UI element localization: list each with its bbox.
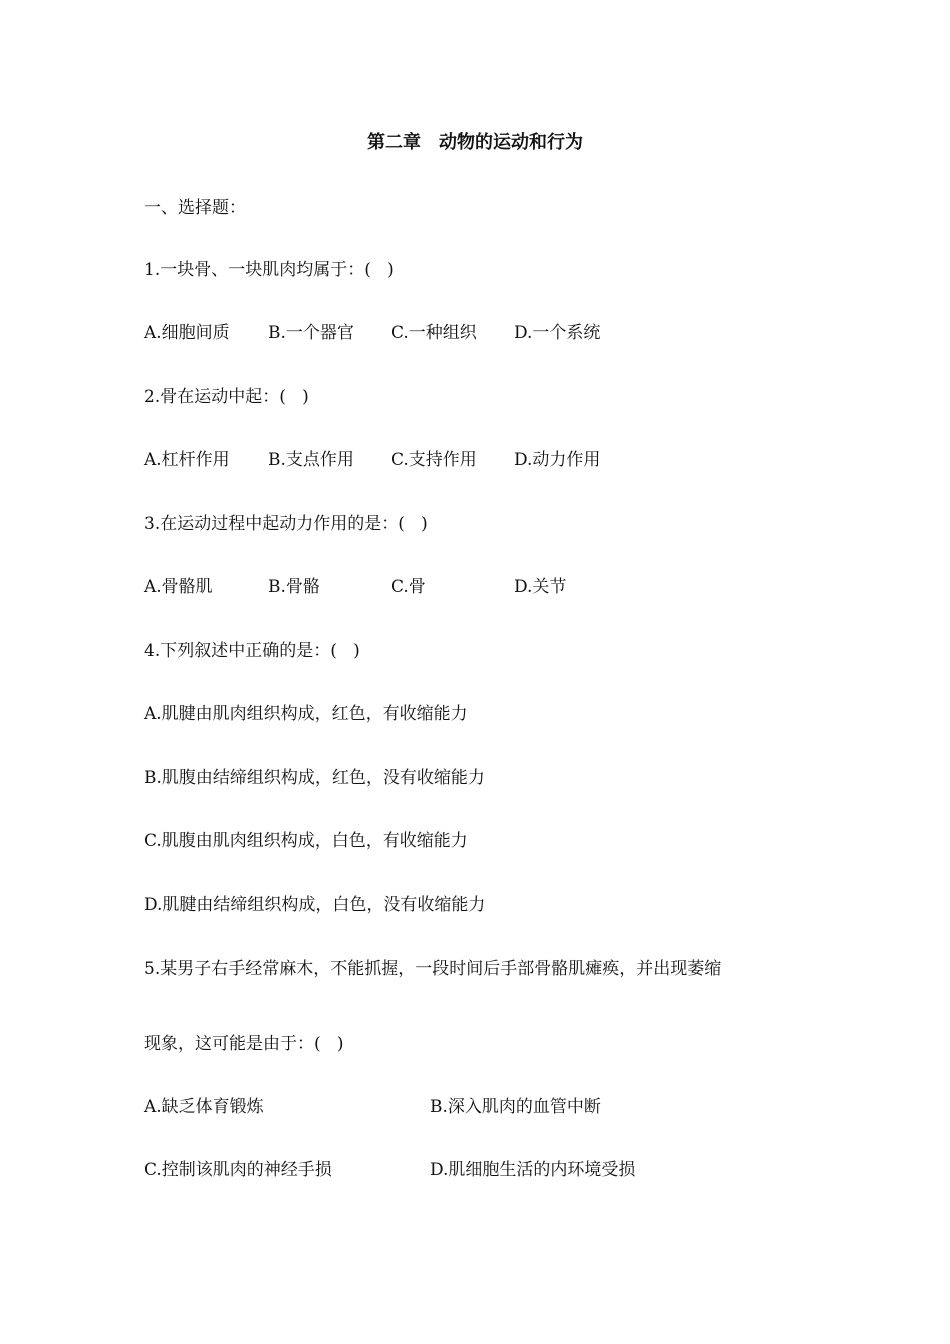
question-5-stem-line-2: 现象，这可能是由于：( ) — [144, 1034, 344, 1054]
question-4-option-c: C.肌腹由肌肉组织构成，白色，有收缩能力 — [144, 831, 468, 851]
question-3-option-d: D.关节 — [514, 577, 567, 597]
question-5-option-b: B.深入肌肉的血管中断 — [430, 1097, 601, 1117]
question-2-option-c: C.支持作用 — [391, 450, 477, 470]
question-4-stem: 4.下列叙述中正确的是：( ) — [144, 641, 360, 661]
question-4-option-a: A.肌腱由肌肉组织构成，红色，有收缩能力 — [144, 704, 468, 724]
question-2-stem: 2.骨在运动中起：( ) — [144, 387, 309, 407]
question-4-option-b: B.肌腹由结缔组织构成，红色，没有收缩能力 — [144, 768, 485, 788]
question-1-stem: 1.一块骨、一块肌肉均属于：( ) — [144, 260, 394, 280]
question-3-option-a: A.骨骼肌 — [144, 577, 213, 597]
question-5-option-a: A.缺乏体育锻炼 — [144, 1097, 264, 1117]
question-2-option-d: D.动力作用 — [514, 450, 601, 470]
question-3-stem: 3.在运动过程中起动力作用的是：( ) — [144, 514, 428, 534]
question-2-option-a: A.杠杆作用 — [144, 450, 230, 470]
question-1-option-b: B.一个器官 — [268, 323, 354, 343]
question-1-option-c: C.一种组织 — [391, 323, 477, 343]
question-5-stem-line-1: 5.某男子右手经常麻木，不能抓握，一段时间后手部骨骼肌瘫痪，并出现萎缩 — [144, 959, 722, 979]
question-4-option-d: D.肌腱由结缔组织构成，白色，没有收缩能力 — [144, 895, 486, 915]
question-5-option-c: C.控制该肌肉的神经手损 — [144, 1160, 332, 1180]
chapter-title: 第二章 动物的运动和行为 — [367, 132, 583, 153]
question-5-option-d: D.肌细胞生活的内环境受损 — [430, 1160, 636, 1180]
question-3-option-c: C.骨 — [391, 577, 426, 597]
question-1-option-a: A.细胞间质 — [144, 323, 230, 343]
question-1-option-d: D.一个系统 — [514, 323, 601, 343]
section-heading: 一、选择题： — [144, 198, 246, 218]
question-3-option-b: B.骨骼 — [268, 577, 320, 597]
question-2-option-b: B.支点作用 — [268, 450, 354, 470]
